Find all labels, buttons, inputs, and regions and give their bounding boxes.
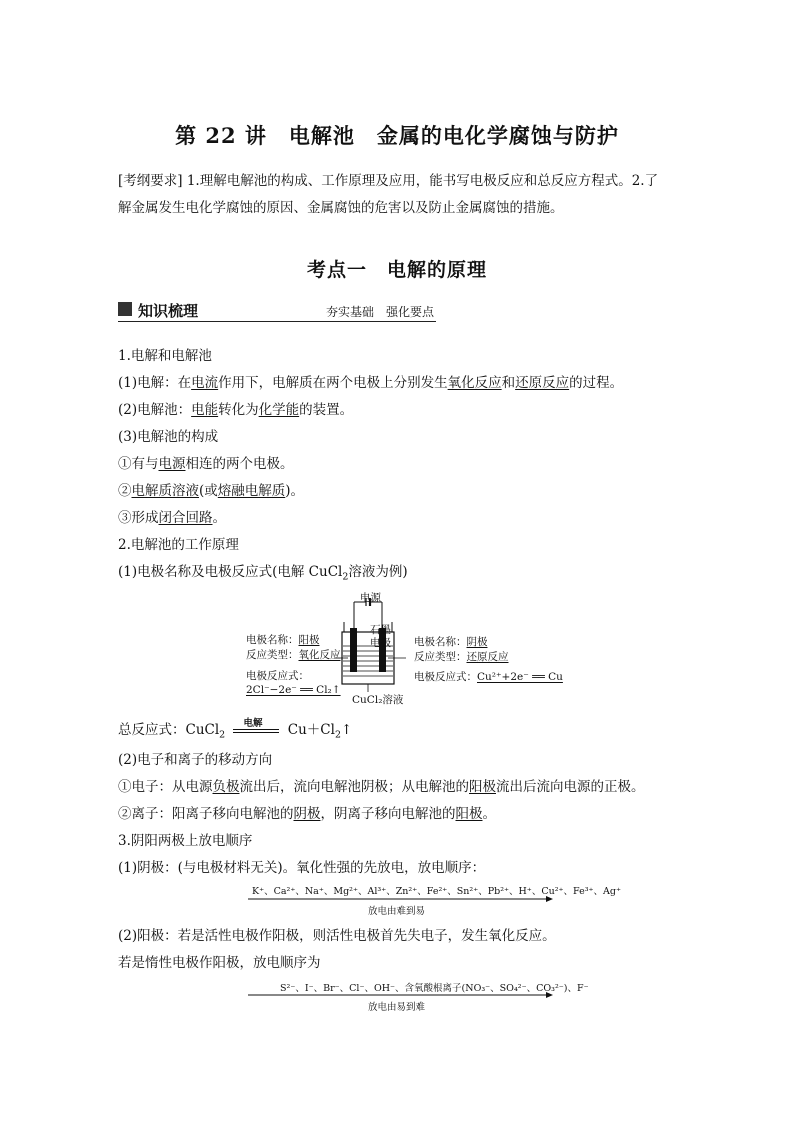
- anode-order-note: 放电由易到难: [368, 1002, 426, 1013]
- section-box-icon: [118, 302, 132, 316]
- para-comp-3: ③形成闭合回路。: [118, 510, 226, 526]
- para-electron-flow: ①电子：从电源负极流出后，流向电解池阴极；从电解池的阳极流出后流向电源的正极。: [118, 779, 645, 795]
- box-label: 知识梳理: [138, 302, 199, 320]
- heading-2: 2.电解池的工作原理: [118, 537, 239, 553]
- para-comp-1: ①有与电源相连的两个电极。: [118, 456, 294, 472]
- para-cathode-order: (1)阴极：(与电极材料无关)。氧化性强的先放电，放电顺序：: [118, 860, 486, 876]
- diagram-solution-label: CuCl₂溶液: [352, 694, 404, 706]
- para-composition: (3)电解池的构成: [118, 429, 219, 445]
- heading-3: 3.阴阳两极上放电顺序: [118, 833, 253, 849]
- para-anode-active: (2)阳极：若是活性电极作阳极，则活性电极首先失电子，发生氧化反应。: [118, 928, 556, 944]
- diagram-right-eq: 电极反应式：Cu²⁺+2e⁻ ══ Cu: [414, 671, 563, 683]
- section-divider: [118, 321, 436, 322]
- cathode-order-arrow: [248, 895, 554, 903]
- diagram-left-eq-label: 电极反应式：: [246, 670, 309, 682]
- heading-1: 1.电解和电解池: [118, 348, 212, 364]
- section-title: 考点一 电解的原理: [306, 259, 487, 281]
- diagram-graphite-2: 电极: [370, 637, 391, 649]
- diagram-power-label: 电源: [360, 592, 381, 604]
- cathode-ion-series: K⁺、Ca²⁺、Na⁺、Mg²⁺、Al³⁺、Zn²⁺、Fe²⁺、Sn²⁺、Pb²⁺、H⁺、Cu²⁺、Fe³⁺、Ag⁺: [252, 886, 621, 897]
- diagram-right-name: 电极名称：阴极: [414, 636, 488, 648]
- page-title: 第 22 讲 电解池 金属的电化学腐蚀与防护: [175, 123, 619, 148]
- anode-ion-series: S²⁻、I⁻、Br⁻、Cl⁻、OH⁻、含氧酸根离子(NO₃⁻、SO₄²⁻、CO₃²⁻)、F⁻: [280, 983, 589, 994]
- diagram-right-type: 反应类型：还原反应: [414, 651, 509, 663]
- diagram-left-type: 反应类型：氧化反应: [246, 649, 341, 661]
- total-condition: 电解: [243, 717, 263, 729]
- total-reaction: 总反应式：CuCl$_2$ 电解 $Cu+Cl_2↑$: [118, 721, 352, 745]
- syllabus-label: [考纲要求]: [118, 173, 183, 189]
- box-tagline: 夯实基础 强化要点: [326, 305, 435, 319]
- diagram-left-eq: 2Cl⁻−2e⁻ ══ Cl₂↑: [246, 684, 341, 696]
- syllabus-line-1: [考纲要求] 1.理解电解池的构成、工作原理及应用，能书写电极反应和总反应方程式。2.了: [118, 173, 659, 189]
- para-ion-flow: ②离子：阳离子移向电解池的阴极，阴离子移向电解池的阳极。: [118, 806, 496, 822]
- para-comp-2: ②电解质溶液(或熔融电解质)。: [118, 483, 305, 499]
- diagram-graphite-1: 石墨: [370, 624, 391, 636]
- sub-heading-movement: (2)电子和离子的移动方向: [118, 752, 273, 768]
- para-anode-inert: 若是惰性电极作阳极，放电顺序为: [118, 955, 321, 971]
- syllabus-line-2: 解金属发生电化学腐蚀的原因、金属腐蚀的危害以及防止金属腐蚀的措施。: [118, 200, 564, 216]
- para-electrolytic-cell: (2)电解池：电能转化为化学能的装置。: [118, 402, 354, 418]
- para-electrolysis: (1)电解：在电流作用下，电解质在两个电极上分别发生氧化反应和还原反应的过程。: [118, 375, 624, 391]
- anode-order-arrow: [248, 991, 554, 999]
- cathode-order-note: 放电由难到易: [368, 906, 426, 917]
- diagram-left-name: 电极名称：阳极: [246, 634, 320, 646]
- sub-heading-electrodes: (1)电极名称及电极反应式(电解 CuCl$_2$溶液为例): [118, 564, 408, 583]
